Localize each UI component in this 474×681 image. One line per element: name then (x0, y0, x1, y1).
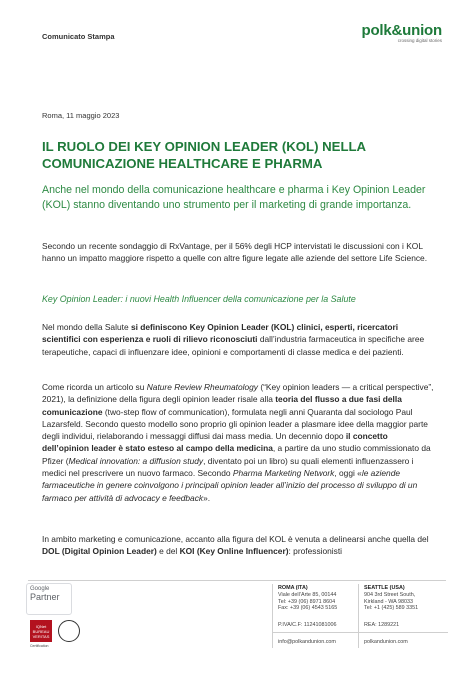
paragraph-kol-definition (42, 321, 435, 358)
address-line: Tel: +39 (06) 8971 8604 (278, 598, 336, 605)
bold-text: il concetto dell’opinion leader è stato esteso al campo della medicina (42, 431, 388, 454)
italic-text: Medical innovation: a diffusion study (68, 455, 204, 466)
text-run: : professionisti (288, 546, 343, 557)
address-seattle-heading: SEATTLE (USA) (364, 585, 405, 591)
italic-text: le aziende farmaceutiche in genere coinvolgono i principali opinion leader all’inizio del processo di sviluppo di un farmaco per attività di advocacy e feedback (42, 468, 418, 503)
text-run: e del (156, 546, 180, 557)
press-date: Roma, 11 maggio 2023 (42, 111, 120, 120)
document-type-label: Comunicato Stampa (42, 32, 115, 41)
partner-badge-frame (26, 583, 72, 615)
partner-name-label: Partner (30, 592, 60, 602)
page-subtitle: Anche nel mondo della comunicazione healthcare e pharma i Key Opinion Leader (KOL) stanno diventando uno strumento per il marketing di grande importanza. (42, 184, 426, 211)
footer-vertical-divider (272, 584, 273, 648)
text-run: (two-step flow of communication), formulata negli anni Quaranta dal sociologo Paul Lazarsfeld. Secondo questo modello sono proprio gli opinion leader a plasmare idee della maggior parte degli individui, rielaborando i messaggi diffusi dai mass media. Un decennio dopo (42, 406, 428, 442)
address-line: Tel: +1 (425) 589 3351 (364, 605, 419, 612)
text-run: , diventato poi un libro) su quali elementi influenzassero i medici nel prescrivere un nuovo farmaco. Secondo (42, 455, 414, 479)
website-link[interactable]: polkandunion.com (364, 639, 408, 645)
address-line: Fax: +39 (06) 4543 5165 (278, 605, 338, 612)
contact-email-link[interactable]: info@polkandunion.com (278, 639, 336, 645)
text-run: Come ricorda un articolo su (42, 382, 147, 392)
brand-logo (362, 22, 443, 43)
footer-info-divider (272, 632, 448, 633)
partner-google-label: Google (30, 586, 50, 592)
address-line: 904 3rd Street South, (364, 591, 416, 598)
bold-text: teoria del flusso a due fasi della comunicazione (42, 394, 402, 417)
address-roma-heading: ROMA (ITA) (278, 585, 308, 591)
address-line: Kirkland - WA 98033 (364, 598, 413, 605)
bureau-veritas-seal-icon (58, 620, 80, 642)
address-seattle (364, 585, 418, 612)
text-run: In ambito marketing e comunicazione, accanto alla figura del KOL è venuta a delinearsi anche quella del (42, 534, 429, 544)
intro-paragraph: Secondo un recente sondaggio di RxVantage, per il 56% degli HCP intervistati le discussioni con i KOL hanno un impatto maggiore rispetto a quelle con altre figure legate alle aziende del settore Life Science. (42, 241, 428, 264)
paragraph-dol-koi (42, 533, 435, 558)
bold-text: KOI (Key Online Influencer) (179, 546, 289, 557)
text-run: , a partire da uno studio commissionato da Pfizer ( (42, 443, 431, 466)
footer-divider (28, 580, 446, 581)
address-roma (278, 585, 337, 612)
certification-badges (30, 620, 80, 648)
text-run: (“Key opinion leaders — a critical perspective”, 2021), la definizione della figura degli opinion leader risale alla (42, 382, 434, 405)
google-partner-badge (30, 586, 60, 602)
italic-text: Nature Review Rheumatology (146, 382, 258, 392)
logo-tagline: crossing digital stories (397, 38, 442, 43)
rea-number: REA: 1289221 (364, 622, 400, 628)
text-run: , oggi « (334, 468, 362, 479)
certification-caption: Certification (30, 644, 49, 648)
iqnet-badge-icon: IQNet BUREAU VERITAS (30, 620, 52, 642)
section-title: Key Opinion Leader: i nuovi Health Influencer della comunicazione per la Salute (42, 294, 356, 304)
address-line: Viale dell’Arte 85, 00144 (278, 591, 337, 598)
footer-vertical-divider (358, 584, 359, 648)
text-run: dall’industria farmaceutica in specifiche aree terapeutiche, capaci di influenzare idee, opinioni e comportamenti di classe medica e dei pazienti. (42, 334, 425, 357)
bold-text: DOL (Digital Opinion Leader) (42, 546, 157, 557)
paragraph-history (42, 381, 435, 504)
italic-text: Pharma Marketing Network (232, 468, 335, 479)
text-run: Nel mondo della Salute (42, 322, 131, 332)
vat-number: P.IVA/C.F: 11241081006 (278, 622, 337, 628)
text-run: ». (203, 492, 211, 503)
page-title: IL RUOLO DEI KEY OPINION LEADER (KOL) NELLA COMUNICAZIONE HEALTHCARE E PHARMA (42, 139, 366, 171)
bold-text: si definiscono Key Opinion Leader (KOL) clinici, esperti, ricercatori scientifici con esperienza e ruoli di rilievo riconosciuti (42, 322, 399, 345)
logo-wordmark: polk&union (361, 22, 442, 39)
